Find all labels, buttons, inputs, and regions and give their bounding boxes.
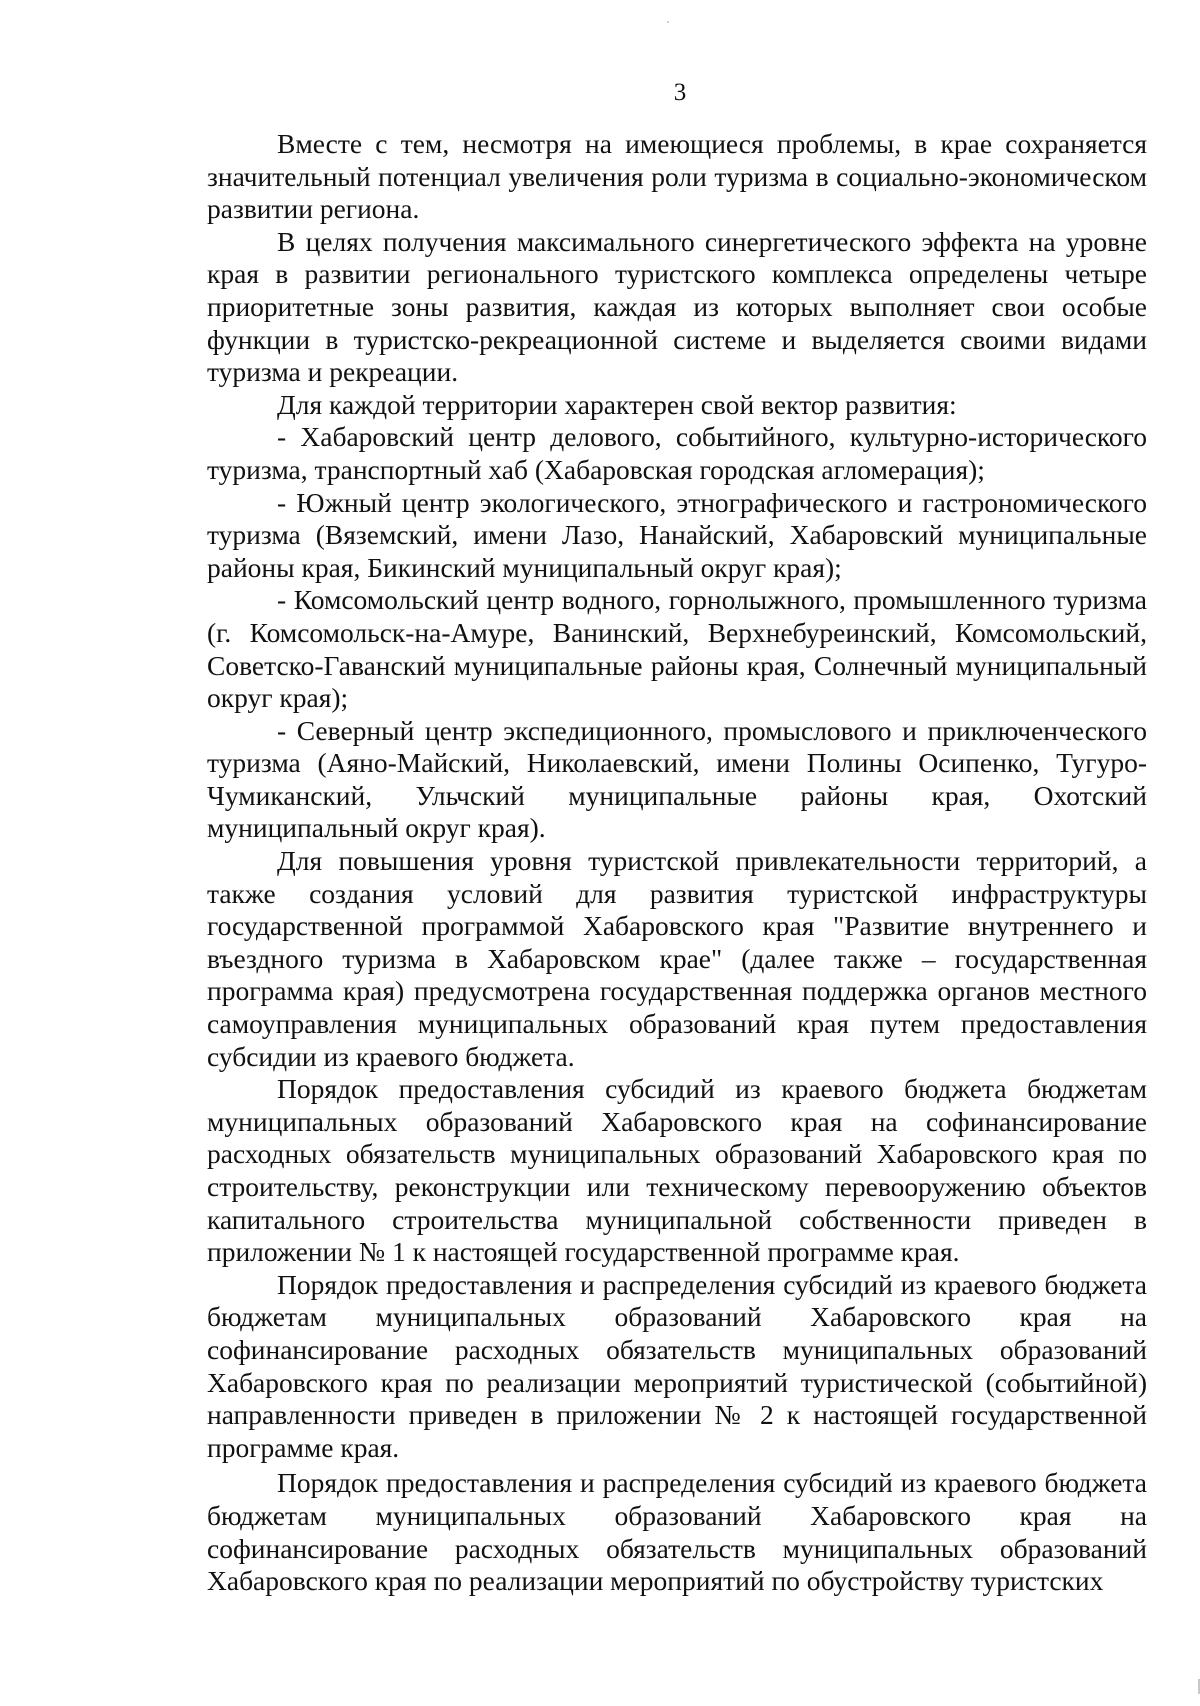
paragraph-state-support: Для повышения уровня туристской привлекательности территорий, а также создания условий для развития туристской инфраструктуры государственной программой Хабаровского края "Развитие внутреннего и въездного туризма в Хабаровском крае" (далее также – государственная программа края) предусмотрена государственная поддержка органов местного самоуправления муниципальных образований края путем предоставления субсидии из краевого бюджета. bbox=[207, 845, 1147, 1072]
document-body bbox=[207, 128, 1147, 1598]
list-item-southern-center: - Южный центр экологического, этнографического и гастрономического туризма (Вяземский, имени Лазо, Нанайский, Хабаровский муниципальные районы края, Бикинский муниципальный округ края); bbox=[207, 486, 1147, 583]
paragraph-subsidy-procedure-1: Порядок предоставления субсидий из краевого бюджета бюджетам муниципальных образований Хабаровского края на софинансирование расходных обязательств муниципальных образований Хабаровского края по строительству, реконструкции или техническому перевооружению объектов капитального строительства муниципальной собственности приведен в приложении № 1 к настоящей государственной программе края. bbox=[207, 1073, 1147, 1268]
paragraph-priority-zones: В целях получения максимального синергетического эффекта на уровне края в развитии регионального туристского комплекса определены четыре приоритетные зоны развития, каждая из которых выполняет свои особые функции в туристско-рекреационной системе и выделяется своими видами туризма и рекреации. bbox=[207, 225, 1147, 388]
paragraph-subsidy-procedure-3: Порядок предоставления и распределения субсидий из краевого бюджета бюджетам муниципальных образований Хабаровского края на софинансирование расходных обязательств муниципальных образований Хабаровского края по реализации мероприятий по обустройству туристских bbox=[207, 1467, 1147, 1597]
paragraph-subsidy-procedure-2: Порядок предоставления и распределения субсидий из краевого бюджета бюджетам муниципальных образований Хабаровского края на софинансирование расходных обязательств муниципальных образований Хабаровского края по реализации мероприятий туристической (событийной) направленности приведен в приложении № 2 к настоящей государственной программе края. bbox=[207, 1268, 1147, 1463]
paragraph-development-vector: Для каждой территории характерен свой вектор развития: bbox=[277, 388, 957, 420]
list-item-khabarovsk-center: - Хабаровский центр делового, событийного, культурно-исторического туризма, транспортный хаб (Хабаровская городская агломерация); bbox=[207, 421, 1147, 485]
page-number: 3 bbox=[673, 79, 687, 106]
list-item-northern-center: - Северный центр экспедиционного, промыслового и приключенческого туризма (Аяно-Майский, Николаевский, имени Полины Осипенко, Тугуро-Чумиканский, Ульчский муниципальные районы края, Охотский муниципальный округ края). bbox=[207, 714, 1147, 844]
paragraph-tourism-potential: Вместе с тем, несмотря на имеющиеся проблемы, в крае сохраняется значительный потенциал увеличения роли туризма в социально-экономическом развитии региона. bbox=[207, 128, 1147, 225]
list-item-komsomolsk-center: - Комсомольский центр водного, горнолыжного, промышленного туризма (г. Комсомольск-на-Амуре, Ванинский, Верхнебуреинский, Комсомольский, Советско-Гаванский муниципальные районы края, Солнечный муниципальный округ края); bbox=[207, 584, 1147, 714]
scan-artifact bbox=[667, 21, 669, 23]
